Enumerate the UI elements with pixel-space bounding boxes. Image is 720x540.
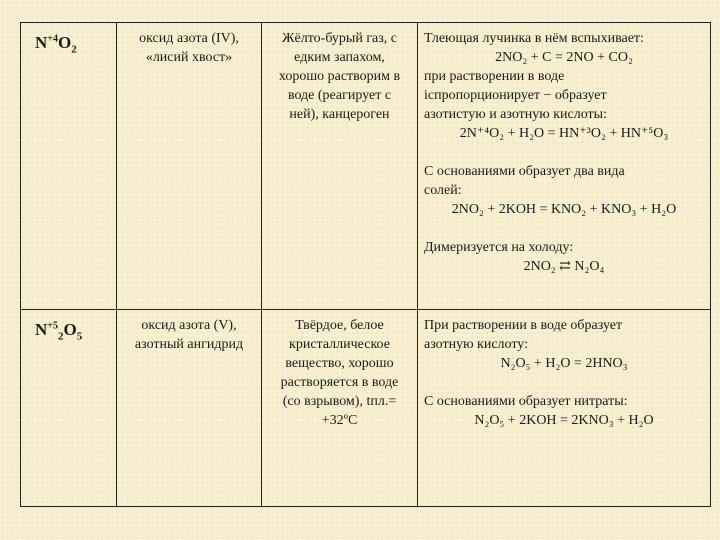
nitrogen-index: 2 (57, 330, 64, 343)
equation: 2NO₂ ⇄ N₂O₄ (523, 259, 605, 274)
reaction-block (424, 238, 704, 276)
name-line: оксид азота (V), (141, 318, 237, 333)
reaction-block (424, 162, 704, 219)
name-cell (117, 310, 262, 507)
text-line: при растворении в воде (424, 69, 565, 84)
text-line: С основаниями образует нитраты: (424, 394, 628, 409)
text-line: Димеризуется на холоду: (424, 240, 574, 255)
property-line: Твёрдое, белое (295, 318, 384, 333)
text-line: азотную кислоту: (424, 337, 528, 352)
oxidation-state: +4 (47, 33, 58, 45)
text-line: iспропорционирует − образует (424, 88, 607, 103)
oxygen-index: 5 (76, 330, 83, 343)
property-line: воде (реагирует с (287, 88, 392, 103)
reaction-block (424, 29, 704, 143)
table-row (21, 310, 711, 507)
text-line: С основаниями образует два вида (424, 164, 625, 179)
name-line: оксид азота (IV), (139, 31, 239, 46)
table-row (21, 23, 711, 310)
property-line: хорошо растворим в (278, 69, 401, 84)
equation: N₂O₅ + 2KOH = 2KNO₃ + H₂O (474, 413, 654, 428)
oxygen-index: 2 (71, 43, 77, 56)
chemistry-cell (418, 23, 711, 310)
property-line: кристаллическое (289, 337, 390, 352)
reaction-block (424, 316, 704, 373)
formula-oxygen: O (57, 33, 72, 52)
formula-cell (21, 310, 117, 507)
formula-cell (21, 23, 117, 310)
name-line: азотный ангидрид (134, 337, 244, 352)
text-line: Тлеющая лучинка в нём вспыхивает: (424, 31, 644, 46)
formula-oxygen: O (63, 320, 77, 339)
text-line: солей: (424, 183, 462, 198)
property-line: ней), канцероген (289, 107, 390, 122)
property-line: растворяется в воде (280, 375, 399, 390)
formula-element: N (35, 320, 48, 339)
equation: 2N⁺⁴O₂ + H₂O = HN⁺³O₂ + HN⁺⁵O₃ (459, 126, 669, 141)
text-line: азотистую и азотную кислоты: (424, 107, 607, 122)
property-line: (со взрывом), tпл.= (282, 394, 397, 409)
text-line: При растворении в воде образует (424, 318, 623, 333)
name-cell (117, 23, 262, 310)
property-line: Жёлто-бурый газ, с (281, 31, 398, 46)
oxidation-state: +5 (47, 320, 58, 332)
name-line: «лисий хвост» (145, 50, 233, 65)
chemistry-cell (418, 310, 711, 507)
properties-cell (262, 310, 418, 507)
nitrogen-oxides-table (20, 22, 711, 507)
property-line: вещество, хорошо (285, 356, 394, 371)
formula-element: N (35, 33, 48, 52)
equation: 2NO₂ + C = 2NO + CO₂ (495, 50, 633, 65)
equation: 2NO₂ + 2KOH = KNO₂ + KNO₃ + H₂O (451, 202, 677, 217)
equation: N₂O₅ + H₂O = 2HNO₃ (500, 356, 628, 371)
reaction-block (424, 392, 704, 430)
property-line: +32ºС (321, 413, 358, 428)
properties-cell (262, 23, 418, 310)
property-line: едким запахом, (294, 50, 385, 65)
